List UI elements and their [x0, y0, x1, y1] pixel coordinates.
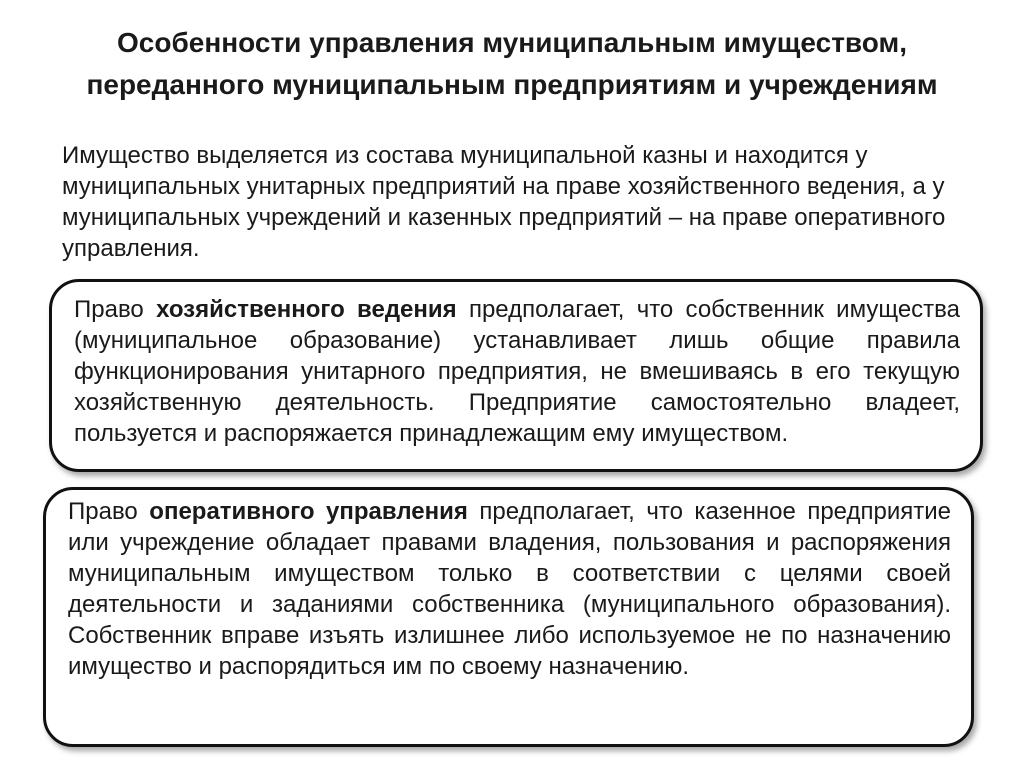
economic-management-box [49, 279, 983, 472]
box1-text: предполагает, что собственник имущества (муниципальное образование) устанавливает лишь общие правила функционирования унитарного предприятия, не вмешиваясь в его текущую хозяйственную деятельность. Предприятие самостоятельно владеет, пользуется и распоряжается принадлежащим ему имуществом. [74, 296, 961, 447]
box2-text: предполагает, что казенное предприятие или учреждение обладает правами владения, пользования и распоряжения муниципальным имуществом только в соответствии с целями своей деятельности и заданиями собственника (муниципального образования). Собственник вправе изъять излишнее либо используемое не по назначению имущество и распорядиться им по своему назначению. [68, 498, 951, 680]
box2-term: оперативного управления [149, 498, 468, 525]
box2-lead: Право [68, 498, 150, 525]
box1-lead: Право [74, 296, 157, 323]
slide-title: Особенности управления муниципальным имуществом, переданного муниципальным предприятиям и учреждениям [86, 27, 938, 100]
operational-management-text [68, 496, 951, 682]
economic-management-text [74, 294, 960, 449]
box1-term: хозяйственного ведения [156, 296, 457, 323]
operational-management-box [43, 487, 974, 747]
intro-paragraph: Имущество выделяется из состава муниципальной казны и находится у муниципальных унитарных предприятий на праве хозяйственного ведения, а у муниципальных учреждений и казенных предприятий – на праве оперативного управления. [62, 142, 946, 262]
